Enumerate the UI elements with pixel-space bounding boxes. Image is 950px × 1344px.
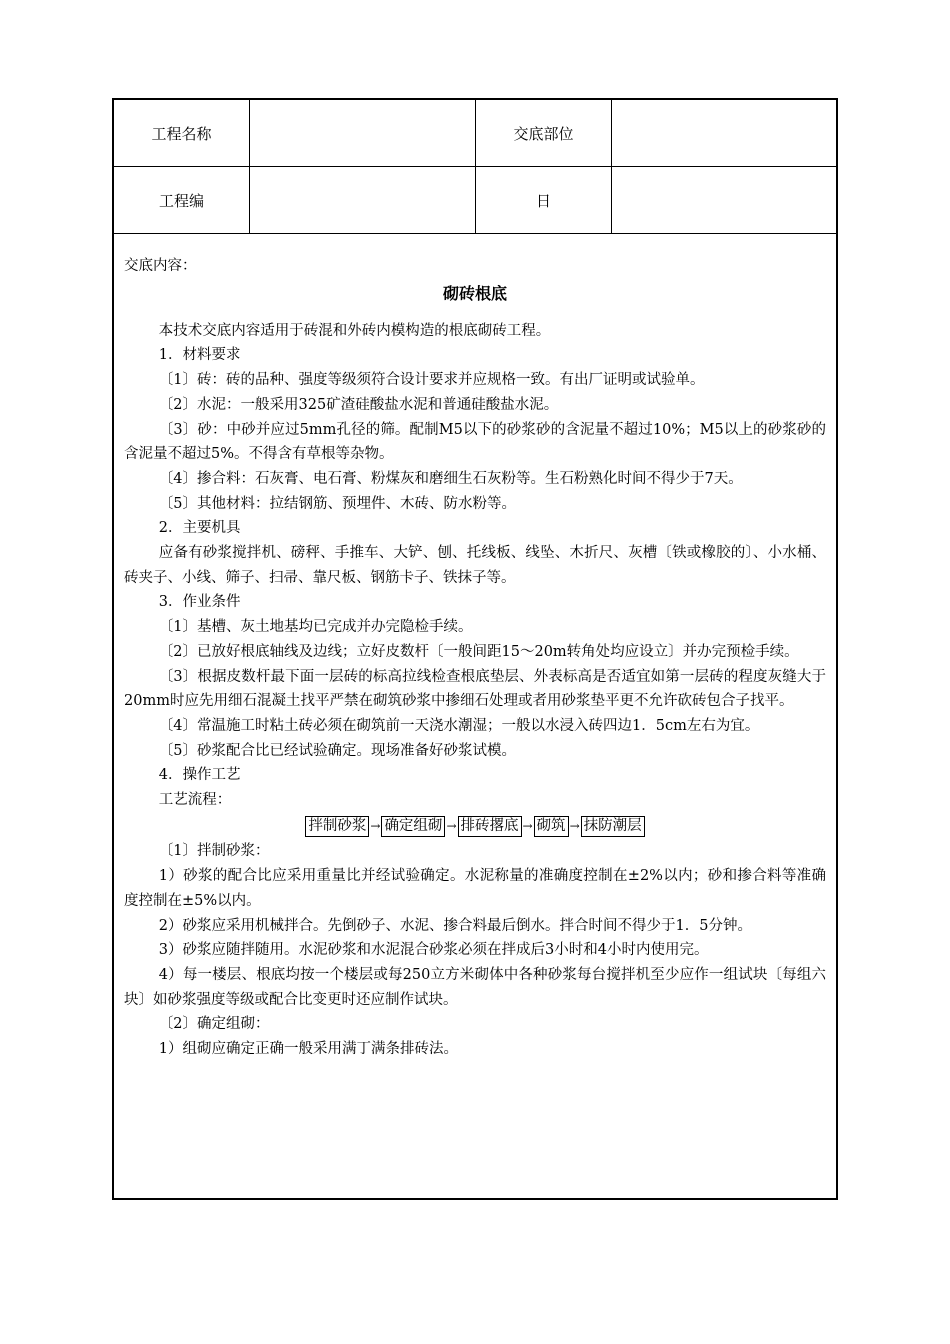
section-heading: 2．主要机具 [158,520,241,537]
paragraph: 2）砂浆应采用机械拌合。先倒砂子、水泥、掺合料最后倒水。拌合时间不得少于1．5分钟。 [158,917,752,934]
header-table [114,100,836,234]
paragraph: 〔3〕砂：中砂并应过5mm孔径的筛。配制M5以下的砂浆砂的含泥量不超过10%；M5以上的砂浆砂的含泥量不超过5%。不得含有草根等杂物。 [124,421,826,463]
arrow-right-icon: → [370,818,381,833]
paragraph: 〔4〕掺合料：石灰膏、电石膏、粉煤灰和磨细生石灰粉等。生石粉熟化时间不得少于7天。 [158,470,743,487]
content-label: 交底内容： [124,258,197,274]
flow-step-lay-bottom: 排砖撂底 [458,816,522,837]
paragraph-group-a [124,319,826,813]
project-name-label: 工程名称 [114,100,250,167]
paragraph: 〔1〕基槽、灰土地基均已完成并办完隐检手续。 [158,619,473,636]
project-name-value[interactable] [250,100,476,167]
project-no-label: 工程编 [114,167,250,234]
disclosure-form [112,98,838,1200]
paragraph: 工艺流程： [158,792,232,809]
arrow-right-icon: → [446,818,457,833]
paragraph: 应备有砂浆搅拌机、磅秤、手推车、大铲、刨、托线板、线坠、木折尺、灰槽〔铁或橡胶的〕、小水桶、砖夹子、小线、筛子、扫帚、靠尺板、钢筋卡子、铁抹子等。 [124,545,826,586]
paragraph: 〔2〕确定组砌： [158,1016,270,1033]
document-title: 砌砖根底 [442,283,507,303]
paragraph: 〔1〕砖：砖的品种、强度等级须符合设计要求并应规格一致。有出厂证明或试验单。 [158,372,705,389]
paragraph: 1）砂浆的配合比应采用重量比并经试验确定。水泥称量的准确度控制在±2%以内；砂和掺合料等准确度控制在±5%以内。 [124,868,826,909]
paragraph: 〔2〕水泥：一般采用325矿渣硅酸盐水泥和普通硅酸盐水泥。 [158,396,559,413]
paragraph: 1）组砌应确定正确一般采用满丁满条排砖法。 [158,1041,459,1058]
paragraph: 〔2〕已放好根底轴线及边线；立好皮数杆〔一般间距15～20m转角处均应设立〕并办完预检手续。 [158,643,799,660]
location-label: 交底部位 [476,100,612,167]
paragraph-group-b [124,839,826,1061]
paragraph: 〔4〕常温施工时粘土砖必须在砌筑前一天浇水潮湿；一般以水浸入砖四边1．5cm左右为宜。 [158,717,760,734]
paragraph: 本技术交底内容适用于砖混和外砖内模构造的根底砌砖工程。 [158,322,551,339]
flow-step-mix-mortar: 拌制砂浆 [305,816,369,837]
arrow-right-icon: → [522,818,533,833]
date-value[interactable] [612,167,836,234]
location-value[interactable] [612,100,836,167]
paragraph: 〔5〕砂浆配合比已经试验确定。现场准备好砂浆试模。 [158,742,517,759]
section-heading: 1．材料要求 [158,347,241,364]
paragraph: 〔1〕拌制砂浆： [158,843,270,860]
flow-step-determine-bond: 确定组砌 [381,816,445,837]
date-label: 日 [476,167,612,234]
process-flow [124,814,826,839]
section-heading: 3．作业条件 [158,594,241,611]
paragraph: 〔3〕根据皮数杆最下面一层砖的标高拉线检查根底垫层、外表标高是否适宜如第一层砖的程度灰缝大于20mm时应先用细石混凝土找平严禁在砌筑砂浆中掺细石处理或者用砂浆垫平更不允许砍砖包合子找平。 [124,668,826,710]
section-heading: 4．操作工艺 [158,767,241,784]
content-section [114,234,836,1062]
project-no-value[interactable] [250,167,476,234]
paragraph: 4）每一楼层、根底均按一个楼层或每250立方米砌体中各种砂浆每台搅拌机至少应作一组试块〔每组六块〕如砂浆强度等级或配合比变更时还应制作试块。 [124,966,826,1008]
paragraph: 〔5〕其他材料：拉结钢筋、预埋件、木砖、防水粉等。 [158,495,517,512]
flow-step-damp-proof: 抹防潮层 [581,816,645,837]
arrow-right-icon: → [569,818,580,833]
paragraph: 3）砂浆应随拌随用。水泥砂浆和水泥混合砂浆必须在拌成后3小时和4小时内使用完。 [158,942,709,959]
flow-step-masonry: 砌筑 [534,816,569,837]
